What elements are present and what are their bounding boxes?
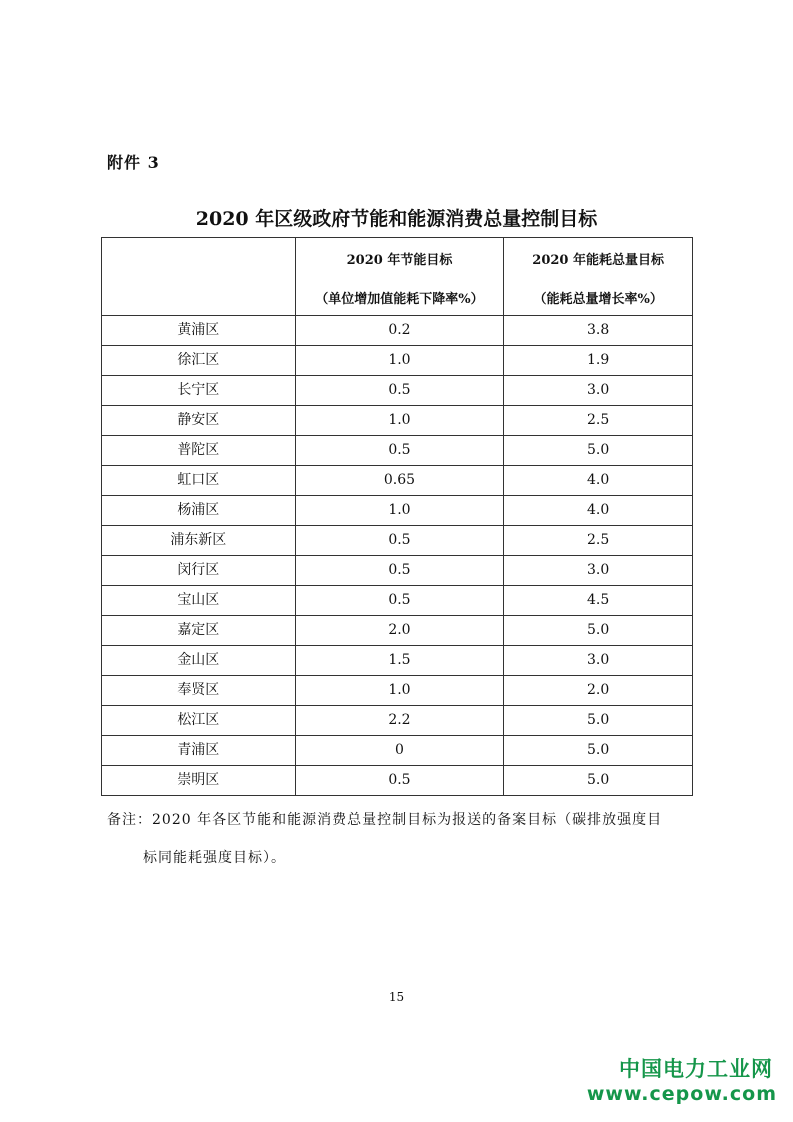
consumption-growth-target-cell: 5.0 bbox=[504, 706, 693, 736]
attachment-label: 附件 3 bbox=[107, 153, 160, 172]
header-energy-saving-target: 2020 年节能目标 （单位增加值能耗下降率%） bbox=[295, 238, 504, 316]
district-cell: 黄浦区 bbox=[102, 316, 296, 346]
header-total-consumption-target: 2020 年能耗总量目标 （能耗总量增长率%） bbox=[504, 238, 693, 316]
energy-saving-target-cell: 0.5 bbox=[295, 766, 504, 796]
table-header-row bbox=[102, 238, 693, 316]
district-cell: 青浦区 bbox=[102, 736, 296, 766]
consumption-growth-target-cell: 2.0 bbox=[504, 676, 693, 706]
district-cell: 闵行区 bbox=[102, 556, 296, 586]
energy-saving-target-cell: 0.2 bbox=[295, 316, 504, 346]
table-row bbox=[102, 616, 693, 646]
targets-table bbox=[101, 237, 693, 796]
consumption-growth-target-cell: 5.0 bbox=[504, 736, 693, 766]
energy-saving-target-cell: 1.0 bbox=[295, 496, 504, 526]
table-row bbox=[102, 766, 693, 796]
table-row bbox=[102, 316, 693, 346]
energy-saving-target-cell: 1.0 bbox=[295, 406, 504, 436]
consumption-growth-target-cell: 4.0 bbox=[504, 466, 693, 496]
table-row bbox=[102, 556, 693, 586]
district-cell: 普陀区 bbox=[102, 436, 296, 466]
table-row bbox=[102, 466, 693, 496]
district-cell: 崇明区 bbox=[102, 766, 296, 796]
energy-saving-target-cell: 0.5 bbox=[295, 526, 504, 556]
table-row bbox=[102, 736, 693, 766]
header-district bbox=[102, 238, 296, 316]
energy-saving-target-cell: 0 bbox=[295, 736, 504, 766]
district-cell: 松江区 bbox=[102, 706, 296, 736]
table-row bbox=[102, 526, 693, 556]
table-title: 2020 年区级政府节能和能源消费总量控制目标 bbox=[195, 208, 598, 230]
consumption-growth-target-cell: 3.0 bbox=[504, 646, 693, 676]
table-row bbox=[102, 496, 693, 526]
table-row bbox=[102, 586, 693, 616]
consumption-growth-target-cell: 3.0 bbox=[504, 376, 693, 406]
district-cell: 静安区 bbox=[102, 406, 296, 436]
page-number: 15 bbox=[388, 990, 405, 1004]
district-cell: 徐汇区 bbox=[102, 346, 296, 376]
table-row bbox=[102, 376, 693, 406]
energy-saving-target-cell: 1.0 bbox=[295, 346, 504, 376]
consumption-growth-target-cell: 5.0 bbox=[504, 766, 693, 796]
energy-saving-target-cell: 0.5 bbox=[295, 376, 504, 406]
consumption-growth-target-cell: 2.5 bbox=[504, 526, 693, 556]
district-cell: 虹口区 bbox=[102, 466, 296, 496]
note-line-1: 备注：2020 年各区节能和能源消费总量控制目标为报送的备案目标（碳排放强度目 bbox=[107, 812, 663, 828]
table-row bbox=[102, 346, 693, 376]
table-row bbox=[102, 436, 693, 466]
table-row bbox=[102, 646, 693, 676]
consumption-growth-target-cell: 3.0 bbox=[504, 556, 693, 586]
energy-saving-target-cell: 1.5 bbox=[295, 646, 504, 676]
consumption-growth-target-cell: 2.5 bbox=[504, 406, 693, 436]
district-cell: 杨浦区 bbox=[102, 496, 296, 526]
energy-saving-target-cell: 2.0 bbox=[295, 616, 504, 646]
note-line-2: 标同能耗强度目标）。 bbox=[143, 850, 286, 866]
district-cell: 浦东新区 bbox=[102, 526, 296, 556]
district-cell: 嘉定区 bbox=[102, 616, 296, 646]
district-cell: 宝山区 bbox=[102, 586, 296, 616]
energy-saving-target-cell: 1.0 bbox=[295, 676, 504, 706]
table-row bbox=[102, 676, 693, 706]
energy-saving-target-cell: 0.5 bbox=[295, 586, 504, 616]
energy-saving-target-cell: 2.2 bbox=[295, 706, 504, 736]
district-cell: 金山区 bbox=[102, 646, 296, 676]
energy-saving-target-cell: 0.5 bbox=[295, 436, 504, 466]
consumption-growth-target-cell: 1.9 bbox=[504, 346, 693, 376]
table-row bbox=[102, 706, 693, 736]
consumption-growth-target-cell: 4.5 bbox=[504, 586, 693, 616]
energy-saving-target-cell: 0.65 bbox=[295, 466, 504, 496]
consumption-growth-target-cell: 3.8 bbox=[504, 316, 693, 346]
watermark-url: www.cepow.com bbox=[586, 1083, 777, 1105]
district-cell: 长宁区 bbox=[102, 376, 296, 406]
district-cell: 奉贤区 bbox=[102, 676, 296, 706]
consumption-growth-target-cell: 4.0 bbox=[504, 496, 693, 526]
energy-saving-target-cell: 0.5 bbox=[295, 556, 504, 586]
watermark-site-name: 中国电力工业网 bbox=[619, 1057, 773, 1081]
consumption-growth-target-cell: 5.0 bbox=[504, 616, 693, 646]
table-row bbox=[102, 406, 693, 436]
consumption-growth-target-cell: 5.0 bbox=[504, 436, 693, 466]
